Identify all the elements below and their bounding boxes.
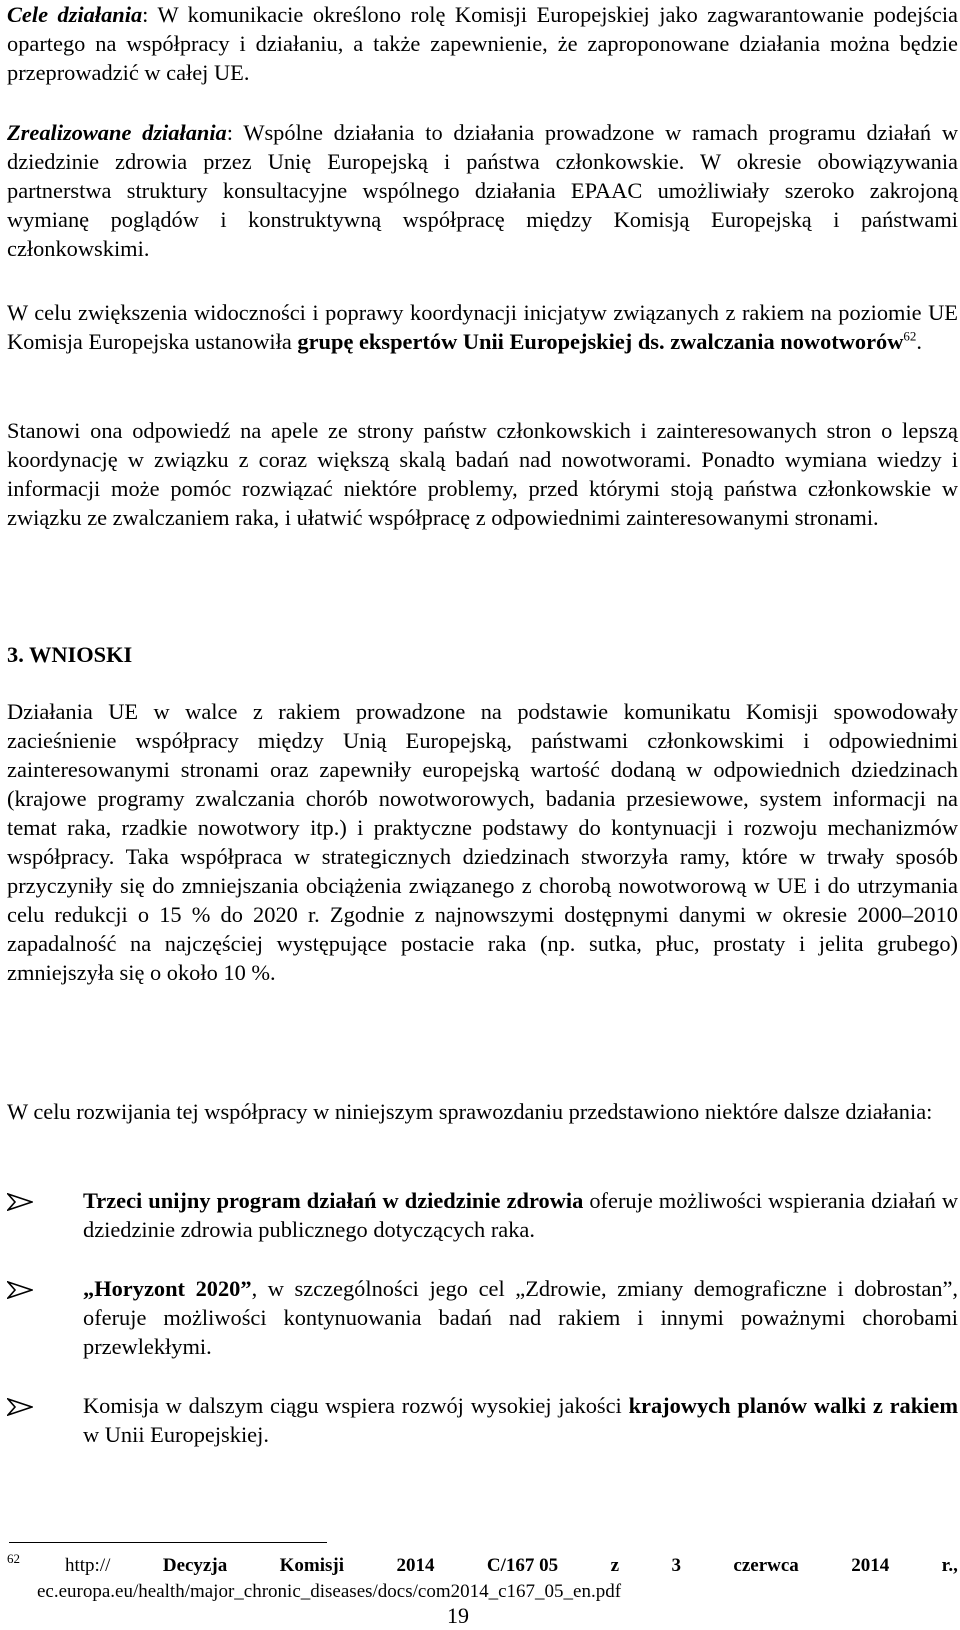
- bold-phrase: „Horyzont 2020”: [83, 1276, 252, 1301]
- paragraph-text: : W komunikacie określono rolę Komisji Europejskiej jako zagwarantowanie podejścia opartego na współpracy i działaniu, a także zapewnienie, że zaproponowane działania można będzie przeprowadzić w całej UE.: [7, 2, 958, 85]
- list-item-body: oferuje możliwości wspierania działań w dziedzinie zdrowia publicznego dotyczących raka.: [83, 1188, 959, 1242]
- footnote-word: C/167 05: [486, 1555, 559, 1576]
- paragraph-label: Zrealizowane działania: [7, 120, 227, 145]
- list-item: [7, 1274, 958, 1361]
- footnote-reference[interactable]: 62: [903, 328, 917, 344]
- bold-phrase: Trzeci unijny program działań w dziedzinie zdrowia: [83, 1188, 584, 1213]
- paragraph-text: W celu zwiększenia widoczności i poprawy koordynacji inicjatyw związanych z rakiem na poziomie UE Komisja Europejska ustanowiła: [7, 300, 958, 354]
- arrowhead-bullet-icon: [7, 1193, 33, 1211]
- footnote-word: Komisji: [279, 1555, 345, 1576]
- footnote-url[interactable]: ec.europa.eu/health/major_chronic_diseases/docs/com2014_c167_05_en.pdf: [37, 1581, 622, 1602]
- footnote-word: r.,: [941, 1555, 958, 1576]
- arrowhead-bullet-icon: [7, 1398, 33, 1416]
- list-item-body: Komisja w dalszym ciągu wspiera rozwój wysokiej jakości: [83, 1393, 629, 1418]
- paragraph-dalsze-dzialania: [7, 1097, 932, 1126]
- footnote-word: 2014: [396, 1555, 435, 1576]
- footnote-word: z: [610, 1555, 620, 1576]
- section-heading: 3. WNIOSKI: [7, 642, 133, 667]
- arrowhead-bullet-icon: [7, 1281, 33, 1299]
- list-item-body-end: w Unii Europejskiej.: [83, 1422, 269, 1447]
- footnote-word: 2014: [851, 1555, 890, 1576]
- paragraph-text: Działania UE w walce z rakiem prowadzone na podstawie komunikatu Komisji spowodowały zacieśnienie współpracy między Unią Europejską, państwami członkowskimi i odpowiednimi zainteresowanymi stronami oraz zapewniły europejską wartość dodaną w odpowiednich dziedzinach (krajowe programy zwalczania chorób nowotworowych, badania przesiewowe, system informacji na temat raka, rzadkie nowotwory itp.) i praktyczne podstawy do kontynuacji i rozwoju mechanizmów współpracy. Taka współpraca w strategicznych dziedzinach stworzyła ramy, które w trwały sposób przyczyniły się do zmniejszania obciążenia związanego z chorobą nowotworową w UE i do utrzymania celu redukcji o 15 % do 2020 r. Zgodnie z najnowszymi dostępnymi danymi w okresie 2000–2010 zapadalność na najczęściej występujące postacie raka (np. sutka, płuc, prostaty i jelita grubego) zmniejszyła się o około 10 %.: [7, 699, 958, 985]
- paragraph-label: Cele działania: [7, 2, 143, 27]
- footnote-word: czerwca: [733, 1555, 799, 1576]
- footnote-line-1: [65, 1553, 958, 1578]
- paragraph-text: W celu rozwijania tej współpracy w niniejszym sprawozdaniu przedstawiono niektóre dalsze działania:: [7, 1099, 933, 1124]
- bold-phrase: grupę ekspertów Unii Europejskiej ds. zwalczania nowotworów: [297, 329, 904, 354]
- paragraph-odpowiedz: [7, 416, 958, 532]
- paragraph-text: Stanowi ona odpowiedź na apele ze strony państw członkowskich i zainteresowanych stron o lepszą koordynację w związku z coraz większą skalą badań nad nowotworami. Ponadto wymiana wiedzy i informacji może pomóc rozwiązać niektóre problemy, przed którymi stoją państwa członkowskie w związku ze zwalczaniem raka, i ułatwić współpracę z odpowiednimi zainteresowanymi stronami.: [7, 418, 958, 530]
- list-item: [7, 1186, 958, 1244]
- list-item: [7, 1391, 958, 1449]
- bold-phrase: krajowych planów walki z rakiem: [628, 1393, 958, 1418]
- paragraph-zrealizowane: [7, 118, 958, 263]
- page-number: 19: [447, 1603, 469, 1628]
- paragraph-wnioski: [7, 697, 958, 987]
- footnote-divider: [9, 1542, 327, 1543]
- list-item-text: [83, 1274, 958, 1361]
- bullet-list: [7, 1186, 958, 1479]
- list-item-text: [83, 1186, 958, 1244]
- paragraph-cele: [7, 0, 958, 87]
- footnote-word: 3: [671, 1555, 681, 1576]
- footnote-word[interactable]: http://: [65, 1555, 111, 1576]
- paragraph-text-end: .: [916, 329, 923, 354]
- list-item-text: [83, 1391, 958, 1449]
- footnote-word: Decyzja: [162, 1555, 228, 1576]
- list-item-body: , w szczególności jego cel „Zdrowie, zmiany demograficzne i dobrostan”, oferuje możliwości kontynuowania badań nad rakiem i innymi poważnymi chorobami przewlekłymi.: [83, 1276, 958, 1359]
- paragraph-grupa-ekspertow: [7, 298, 958, 356]
- footnote-number: 62: [7, 1551, 20, 1566]
- paragraph-text: : Wspólne działania to działania prowadzone w ramach programu działań w dziedzinie zdrowia przez Unię Europejską i państwa członkowskie. W okresie obowiązywania partnerstwa struktury konsultacyjne wspólnego działania EPAAC umożliwiały szeroko zakrojoną wymianę poglądów i konstruktywną współpracę między Komisją Europejską i państwami członkowskimi.: [7, 120, 959, 261]
